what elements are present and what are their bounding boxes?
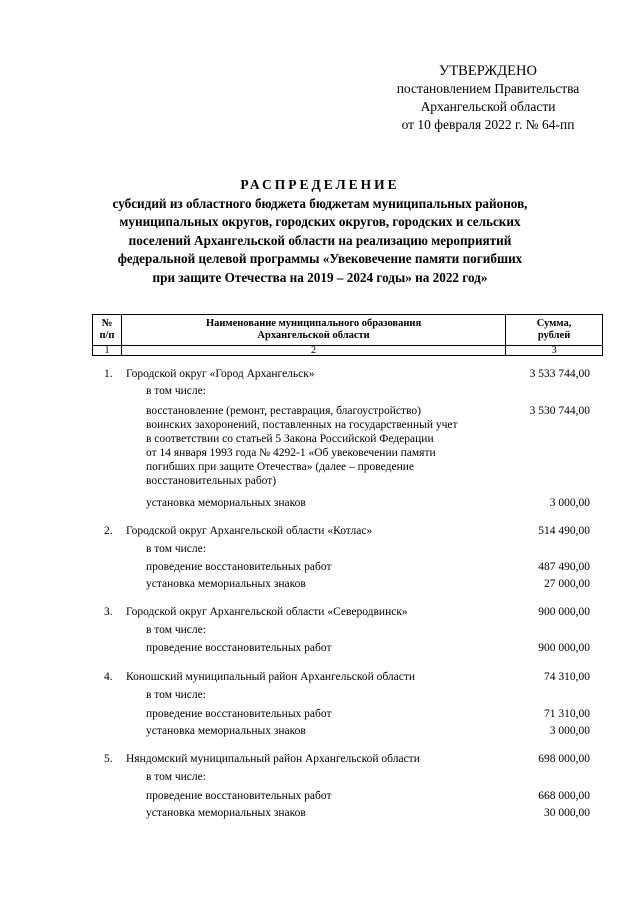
document-title (96, 176, 544, 288)
approval-date: от 10 февраля 2022 г. № 64-пп (401, 117, 575, 132)
title-line: поселений Архангельской области на реализацию мероприятий (128, 232, 512, 248)
row-subitem-text: установка мемориальных знаков (146, 725, 306, 737)
approval-heading: УТВЕРЖДЕНО (439, 63, 537, 79)
row-name: Коношский муниципальный район Архангельской области (126, 671, 416, 683)
row-sum: 698 000,00 (538, 753, 590, 765)
row-sum: 900 000,00 (538, 606, 590, 618)
row-subitem-text: проведение восстановительных работ (146, 790, 332, 802)
row-subitem-text: проведение восстановительных работ (146, 642, 332, 654)
title-heading: РАСПРЕДЕЛЕНИЕ (240, 177, 400, 192)
row-subitem-sum: 3 530 744,00 (529, 405, 590, 417)
row-subitem-text: установка мемориальных знаков (146, 578, 306, 590)
row-subitem-text: в соответствии со статьей 5 Закона Российской Федерации (146, 433, 434, 445)
row-including: в том числе: (146, 624, 206, 636)
table-header (92, 314, 603, 356)
row-subitem-sum: 30 000,00 (544, 807, 590, 819)
row-sum: 514 490,00 (538, 525, 590, 537)
row-subitem-sum: 487 490,00 (538, 561, 590, 573)
column-number: 1 (93, 346, 122, 356)
row-name: Городской округ Архангельской области «Котлас» (126, 525, 373, 537)
row-subitem-text: восстановление (ремонт, реставрация, благоустройство) (146, 405, 421, 417)
column-number: 2 (121, 346, 505, 356)
row-sum: 74 310,00 (544, 671, 590, 683)
row-name: Городской округ Архангельской области «Северодвинск» (126, 606, 408, 618)
row-including: в том числе: (146, 689, 206, 701)
header-sum: Сумма, рублей (506, 315, 603, 346)
row-number: 3. (104, 606, 113, 618)
title-line: субсидий из областного бюджета бюджетам муниципальных районов, (112, 195, 528, 211)
header-num: № п/п (93, 315, 122, 346)
row-including: в том числе: (146, 543, 206, 555)
title-line: федеральной целевой программы «Увековечение памяти погибших (117, 251, 523, 267)
row-subitem-text: восстановительных работ) (146, 475, 277, 487)
approval-line: постановлением Правительства (396, 81, 580, 96)
row-sum: 3 533 744,00 (529, 368, 590, 380)
row-subitem-text: установка мемориальных знаков (146, 497, 306, 509)
row-name: Няндомский муниципальный район Архангельской области (126, 753, 420, 765)
row-subitem-text: от 14 января 1993 года № 4292-1 «Об увековечении памяти (146, 447, 436, 459)
approval-line: Архангельской области (420, 99, 556, 114)
row-name: Городской округ «Город Архангельск» (126, 368, 315, 380)
row-subitem-sum: 668 000,00 (538, 790, 590, 802)
approval-block (380, 62, 596, 134)
title-line: муниципальных округов, городских округов, городских и сельских (119, 214, 521, 230)
row-subitem-sum: 900 000,00 (538, 642, 590, 654)
row-including: в том числе: (146, 771, 206, 783)
header-name: Наименование муниципального образования Архангельской области (121, 315, 505, 346)
row-number: 4. (104, 671, 113, 683)
row-subitem-sum: 71 310,00 (544, 708, 590, 720)
column-number: 3 (506, 346, 603, 356)
title-line: при защите Отечества на 2019 – 2024 годы» на 2022 год» (152, 269, 488, 285)
row-subitem-text: проведение восстановительных работ (146, 561, 332, 573)
row-subitem-text: воинских захоронений, поставленных на государственный учет (146, 419, 458, 431)
row-number: 1. (104, 368, 113, 380)
row-subitem-text: установка мемориальных знаков (146, 807, 306, 819)
row-subitem-text: проведение восстановительных работ (146, 708, 332, 720)
row-subitem-sum: 3 000,00 (549, 497, 590, 509)
row-subitem-text: погибших при защите Отечества» (далее – проведение (146, 461, 414, 473)
row-including: в том числе: (146, 385, 206, 397)
row-number: 5. (104, 753, 113, 765)
row-subitem-sum: 27 000,00 (544, 578, 590, 590)
row-number: 2. (104, 525, 113, 537)
row-subitem-sum: 3 000,00 (549, 725, 590, 737)
